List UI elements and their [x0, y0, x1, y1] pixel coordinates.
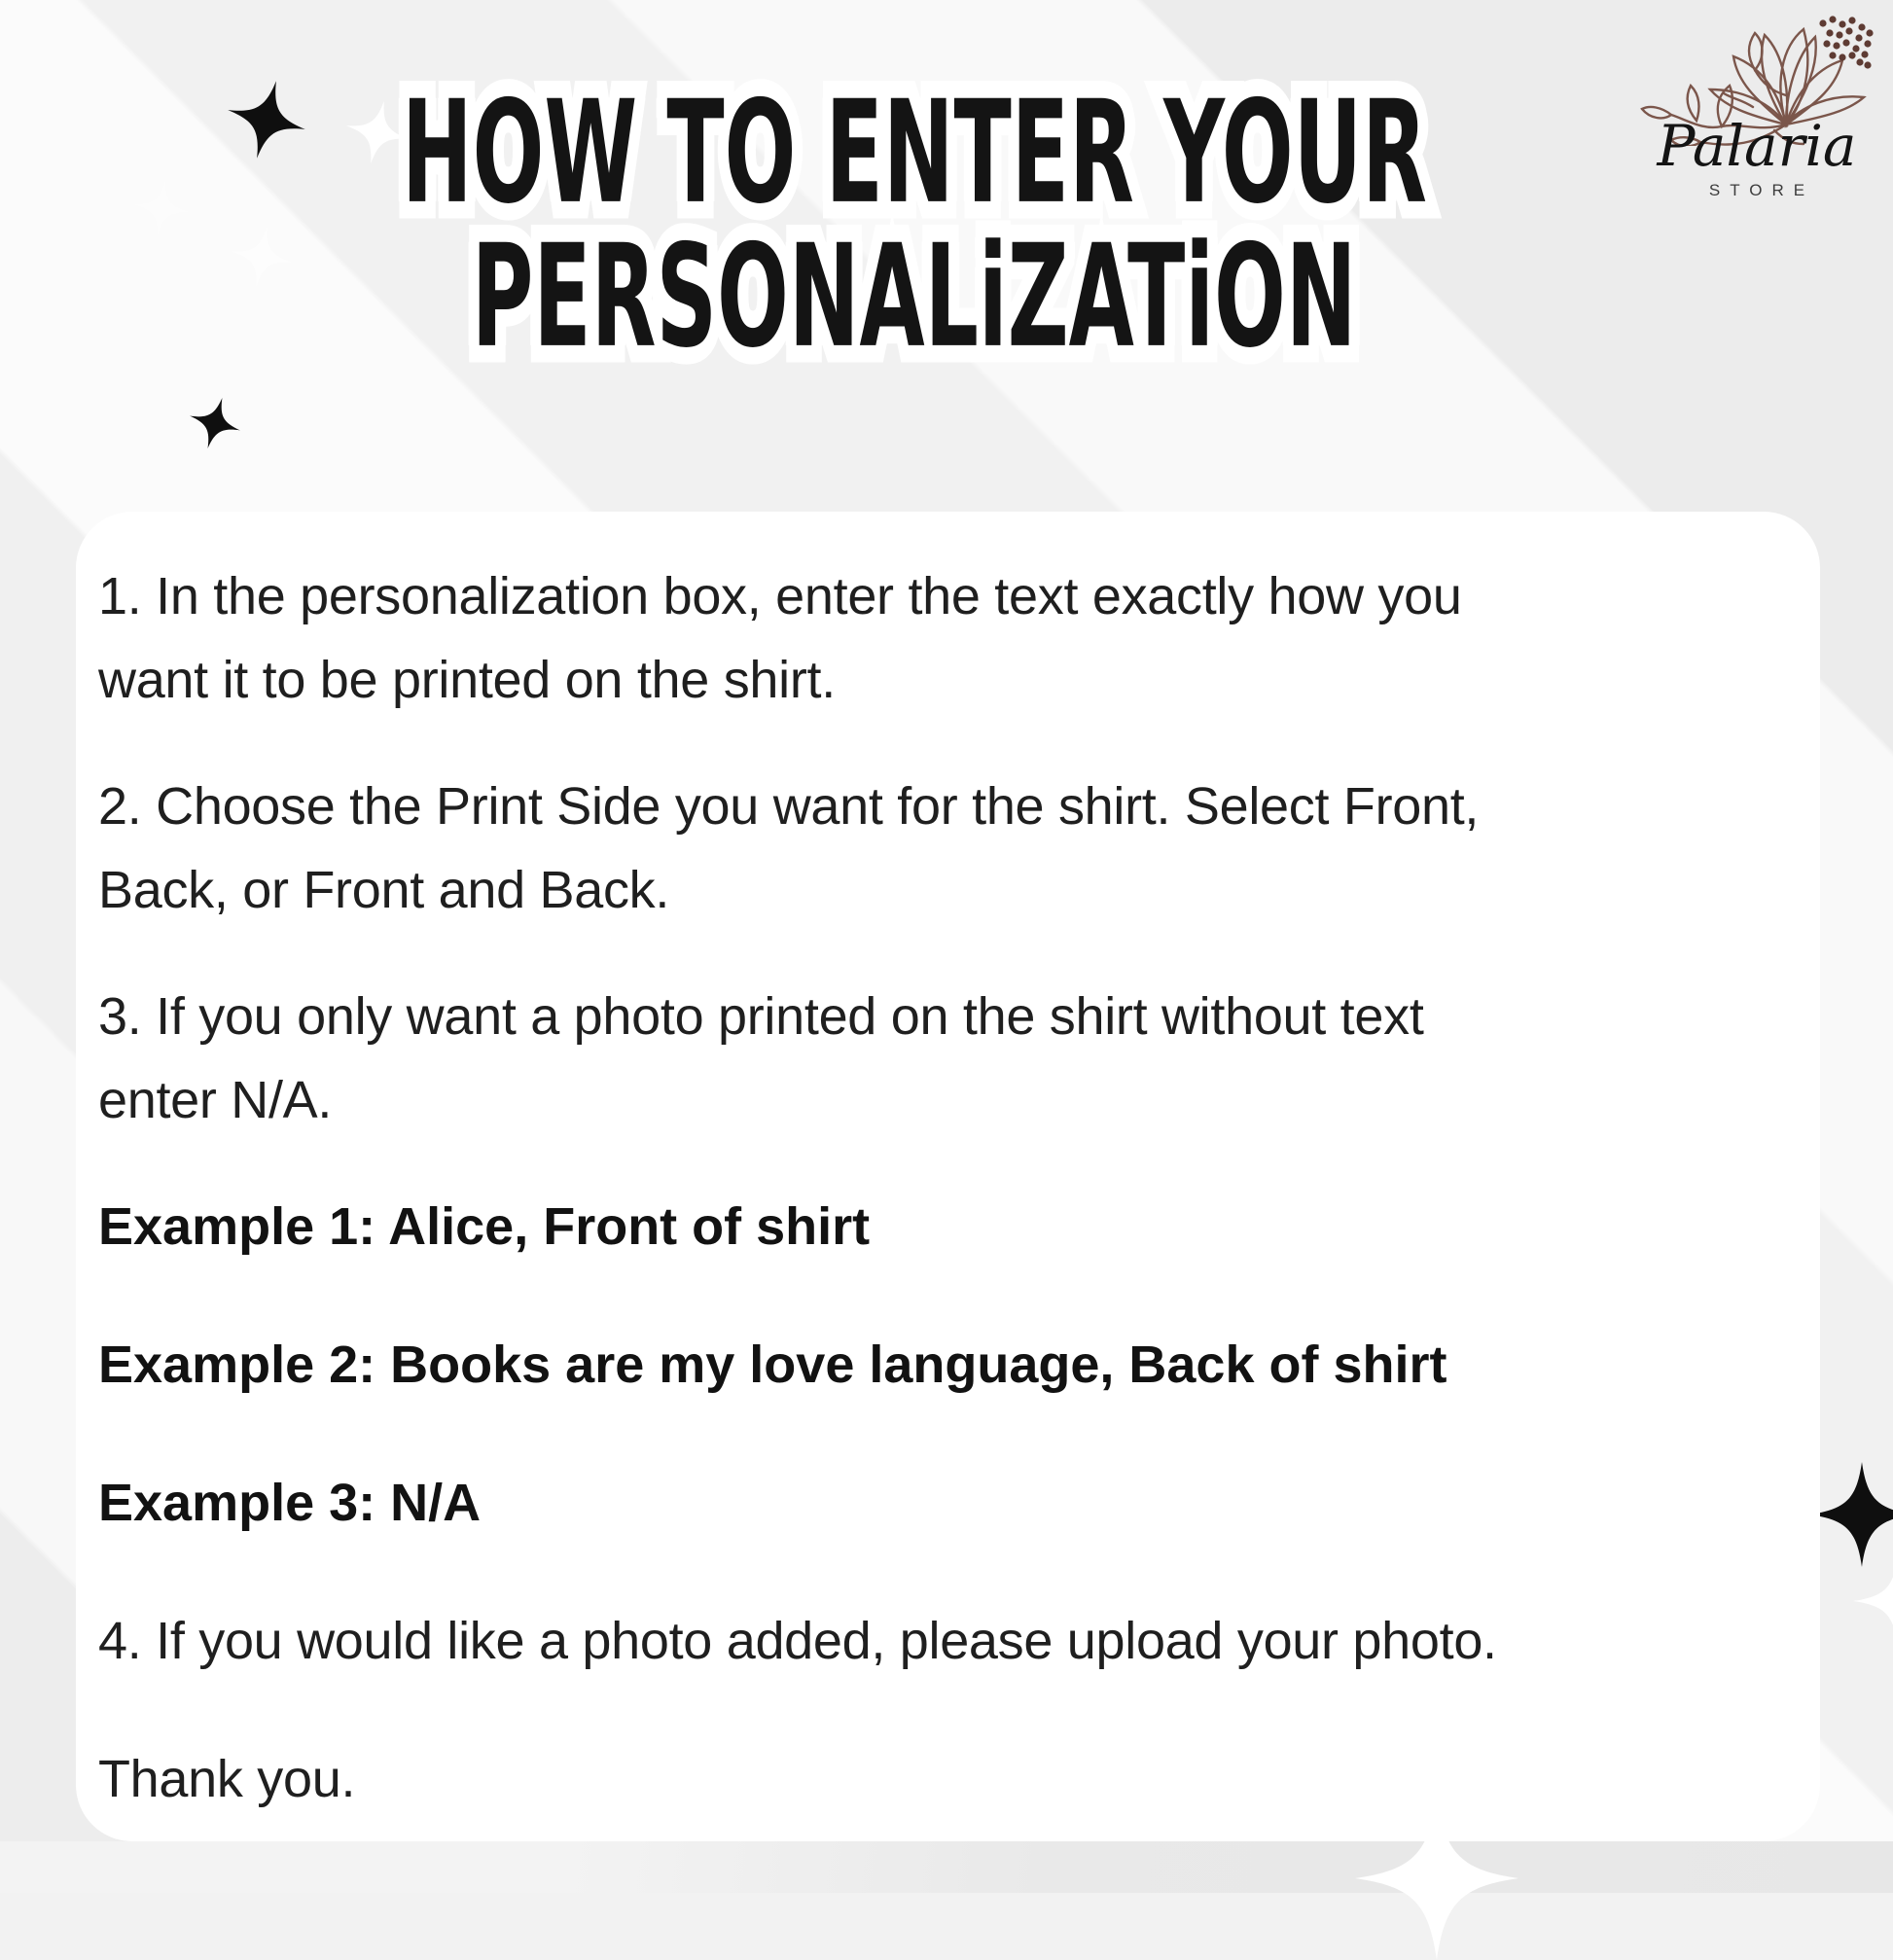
instruction-line: Back, or Front and Back. — [98, 861, 670, 919]
instruction-line: want it to be printed on the shirt. — [98, 651, 836, 709]
sparkle-black-small-icon — [189, 397, 241, 449]
brand-name: Palaria — [1657, 113, 1857, 179]
example-1 — [98, 1185, 1791, 1268]
instruction-step-3 — [98, 975, 1791, 1142]
title-line-1-text: HOW TO ENTER YOUR HOW TO ENTER YOUR — [402, 79, 1427, 229]
instruction-line: 4. If you would like a photo added, please upload your photo. — [98, 1612, 1497, 1670]
instruction-line: 2. Choose the Print Side you want for the shirt. Select Front, — [98, 777, 1480, 836]
instruction-line: 3. If you only want a photo printed on the shirt without text — [98, 987, 1424, 1046]
example-2 — [98, 1323, 1791, 1407]
title-line-2 — [0, 214, 1829, 380]
instruction-line: enter N/A. — [98, 1071, 333, 1129]
instruction-step-4 — [98, 1599, 1791, 1683]
example-line: Example 1: Alice, Front of shirt — [98, 1197, 871, 1256]
sparkle-black-right-icon — [1809, 1457, 1893, 1572]
background-bottom-band — [0, 1841, 1893, 1893]
thank-you-note — [98, 1737, 1791, 1821]
instructions-card — [76, 512, 1820, 1841]
example-line: Example 2: Books are my love language, Back of shirt — [98, 1336, 1447, 1394]
instruction-line: Thank you. — [98, 1750, 356, 1808]
brand-subtitle: STORE — [1708, 181, 1815, 199]
sparkle-white-right-icon — [1853, 1556, 1893, 1646]
example-3 — [98, 1461, 1791, 1545]
example-line: Example 3: N/A — [98, 1474, 482, 1532]
instruction-step-1 — [98, 554, 1791, 722]
instruction-step-2 — [98, 765, 1791, 932]
page-title — [0, 70, 1829, 380]
instruction-line: 1. In the personalization box, enter the text exactly how you — [98, 567, 1462, 625]
title-line-2-text: PERSONALiZATiON PERSONALiZATiON — [472, 223, 1357, 373]
title-line-1 — [0, 70, 1829, 236]
